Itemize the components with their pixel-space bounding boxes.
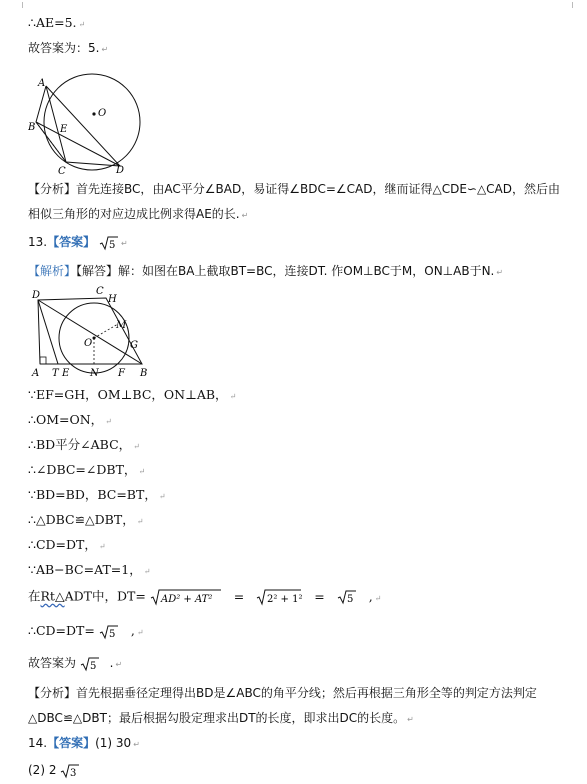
- fig2-label: N: [90, 368, 99, 378]
- fig2-label: F: [118, 368, 125, 378]
- text-line: 故答案为：5. ↵: [28, 41, 109, 55]
- sqrt-symbol: [337, 589, 357, 605]
- fig1-label: D: [116, 165, 125, 176]
- text-line: 【分析】首先连接BC，由AC平分∠BAD，易证得∠BDC=∠CAD，继而证得△CDE∽△CAD，然后由: [28, 182, 561, 196]
- fig2-label: H: [108, 294, 117, 305]
- page-corner-mark: [572, 2, 581, 8]
- circle-trapezoid-figure: [28, 286, 156, 378]
- fig2-label: M: [116, 320, 127, 331]
- sqrt-symbol: [60, 763, 80, 779]
- text-line: ∴CD=DT， ↵: [28, 537, 106, 552]
- text-line: ∴BD平分∠ABC， ↵: [28, 437, 140, 452]
- fig2-label: T: [52, 368, 59, 378]
- question-14-answer: 14.【答案】(1) 30 ↵: [28, 736, 140, 750]
- question-14-part2: (2) 2 3: [28, 762, 80, 779]
- text-line: △DBC≌△DBT；最后根据勾股定理求出DT的长度，即求出DC的长度。 ↵: [28, 711, 414, 725]
- sqrt-symbol: [80, 656, 100, 672]
- fig2-label: B: [140, 368, 148, 378]
- text-line: ∵EF=GH，OM⊥BC，ON⊥AB， ↵: [28, 387, 237, 402]
- question-13-answer: 13.【答案】 5 ↵: [28, 235, 128, 251]
- svg-text:5: 5: [108, 239, 116, 251]
- circle-geometry-figure: [28, 72, 158, 177]
- svg-text:AD² + AT²: AD² + AT²: [160, 594, 213, 605]
- fig1-label: E: [60, 124, 68, 135]
- fig1-label: O: [98, 108, 107, 119]
- text-line: ∴AE=5. ↵: [28, 15, 86, 30]
- text-line: ∵BD=BD，BC=BT， ↵: [28, 487, 166, 502]
- fig1-label: C: [58, 166, 66, 177]
- sqrt-symbol: [150, 588, 222, 606]
- text-line: 故答案为 5 . ↵: [28, 656, 123, 672]
- solution-header: 【解析】【解答】解：如图在BA上截取BT=BC，连接DT. 作OM⊥BC于M，ON⊥AB于N. ↵: [28, 264, 504, 278]
- svg-text:5: 5: [89, 660, 97, 672]
- page-corner-mark: [14, 2, 23, 8]
- sqrt-symbol: [99, 235, 119, 251]
- sqrt-symbol: [99, 624, 119, 640]
- svg-text:5: 5: [346, 594, 354, 605]
- svg-text:5: 5: [108, 628, 116, 640]
- fig1-label: A: [38, 78, 46, 89]
- fig2-label: O: [84, 338, 93, 349]
- text-line: 【分析】首先根据垂径定理得出BD是∠ABC的角平分线；然后再根据三角形全等的判定方法判定: [28, 686, 537, 700]
- svg-text:3: 3: [70, 767, 77, 779]
- text-line: 相似三角形的对应边成比例求得AE的长. ↵: [28, 207, 249, 221]
- text-line: ∴∠DBC=∠DBT， ↵: [28, 462, 146, 477]
- fig2-label: C: [96, 286, 104, 297]
- text-line: ∴OM=ON， ↵: [28, 412, 112, 427]
- pythagoras-line: 在Rt△ADT中，DT= AD² + AT² = 2² + 1² = 5 , ↵: [28, 588, 382, 605]
- text-line: ∵AB−BC=AT=1， ↵: [28, 562, 151, 577]
- fig1-label: B: [28, 122, 36, 133]
- text-line: ∴CD=DT= 5 , ↵: [28, 623, 144, 640]
- text-line: ∴△DBC≌△DBT， ↵: [28, 512, 144, 527]
- svg-text:2² + 1²: 2² + 1²: [267, 594, 303, 605]
- sqrt-symbol: [256, 588, 302, 606]
- fig2-label: A: [32, 368, 40, 378]
- fig2-label: D: [32, 290, 41, 301]
- fig2-label: G: [130, 340, 138, 351]
- fig2-label: E: [62, 368, 70, 378]
